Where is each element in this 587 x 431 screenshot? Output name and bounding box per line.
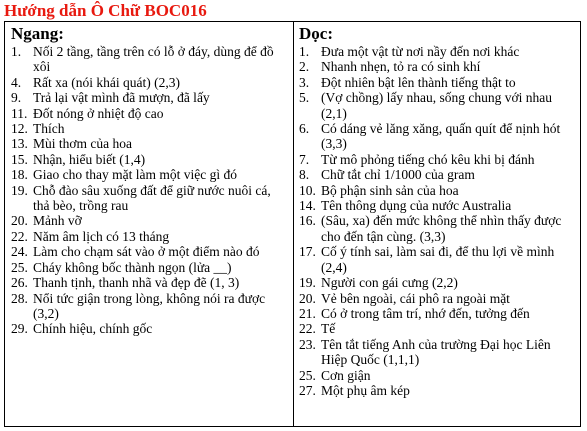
clue-text: Chữ tắt chỉ 1/1000 của gram: [321, 167, 475, 183]
down-clue: [299, 368, 579, 383]
clue-number: 3.: [299, 74, 310, 90]
clue-text: Vẻ bên ngoài, cái phô ra ngoài mặt: [321, 290, 510, 306]
clue-text: Chính hiệu, chính gốc: [33, 321, 153, 337]
clue-text: Giao cho thay mặt làm một việc gì đó: [33, 167, 237, 183]
across-clue: [11, 90, 289, 105]
down-clue: [299, 90, 579, 121]
down-clue: [299, 383, 579, 398]
across-clue: [11, 275, 289, 290]
down-clue: [299, 59, 579, 74]
clue-text: Một phụ âm kép: [321, 382, 410, 398]
down-clue: [299, 121, 579, 152]
down-column: [299, 24, 579, 398]
clue-number: 22.: [299, 321, 316, 337]
clue-text: (Vợ chồng) lấy nhau, sống chung với nhau (2,1): [321, 90, 552, 121]
down-clue: [299, 321, 579, 336]
across-clue: [11, 44, 289, 75]
clue-text: (Sâu, xa) đến mức không thể nhìn thấy được cho đến tận cùng. (3,3): [321, 213, 562, 244]
clue-text: Người con gái cưng (2,2): [321, 275, 458, 291]
clue-number: 14.: [299, 198, 316, 214]
clue-text: Từ mô phỏng tiếng chó kêu khi bị đánh: [321, 151, 535, 167]
clue-text: Cơn giận: [321, 367, 371, 383]
clue-number: 2.: [299, 59, 310, 75]
down-clue: [299, 75, 579, 90]
across-clue: [11, 183, 289, 214]
clue-number: 9.: [11, 90, 22, 106]
clue-text: Tên thông dụng của nước Australia: [321, 198, 512, 214]
clue-text: Trả lại vật mình đã mượn, đã lấy: [33, 90, 210, 106]
clue-text: Tên tắt tiếng Anh của trường Đại học Liên Hiệp Quốc (1,1,1): [321, 336, 551, 368]
clue-number: 17.: [299, 244, 316, 260]
across-clue: [11, 106, 289, 121]
clue-number: 22.: [11, 228, 28, 244]
clue-text: Năm âm lịch có 13 tháng: [33, 228, 170, 244]
down-clue: [299, 183, 579, 198]
clue-number: 16.: [299, 213, 316, 229]
clue-number: 29.: [11, 321, 28, 337]
clue-number: 13.: [11, 136, 28, 152]
clue-number: 26.: [11, 275, 28, 291]
page-title: Hướng dẫn Ô Chữ BOC016: [4, 1, 207, 20]
clue-number: 11.: [11, 105, 28, 121]
clue-text: Có ở trong tâm trí, nhớ đến, tưởng đến: [321, 305, 530, 321]
clue-number: 1.: [11, 44, 22, 59]
clue-text: Nhanh nhẹn, tỏ ra có sinh khí: [321, 59, 481, 75]
across-clue: [11, 213, 289, 228]
clue-text: Rất xa (nói khái quát) (2,3): [33, 74, 180, 90]
clue-text: Mảnh vỡ: [33, 213, 82, 229]
clue-number: 18.: [11, 167, 28, 183]
clue-text: Đốt nóng ở nhiệt độ cao: [33, 105, 164, 121]
down-clue: [299, 306, 579, 321]
down-clue: [299, 44, 579, 59]
down-clue: [299, 244, 579, 275]
across-clue: [11, 121, 289, 136]
clue-text: Nổi tức giận trong lòng, không nói ra được (3,2): [33, 290, 266, 321]
down-heading: Dọc:: [299, 24, 333, 43]
clue-number: 10.: [299, 182, 316, 198]
clue-number: 5.: [299, 90, 310, 106]
down-clue: [299, 291, 579, 306]
across-clue-list: [11, 44, 289, 337]
clue-number: 7.: [299, 151, 310, 167]
clue-number: 24.: [11, 244, 28, 260]
clue-text: Bộ phận sinh sản của hoa: [321, 182, 459, 198]
clue-number: 6.: [299, 121, 310, 137]
clue-text: Đột nhiên bật lên thành tiếng thật to: [321, 74, 516, 90]
across-column: [11, 24, 289, 337]
clue-number: 1.: [299, 44, 310, 59]
clue-text: Tế: [321, 321, 336, 337]
clue-text: Có dáng vẻ lăng xăng, quấn quít để nịnh hót (3,3): [321, 121, 561, 152]
clue-text: Thích: [33, 121, 65, 137]
down-clue: [299, 152, 579, 167]
down-clue: [299, 275, 579, 290]
clue-text: Mùi thơm của hoa: [33, 136, 132, 152]
across-clue: [11, 152, 289, 167]
across-clue: [11, 75, 289, 90]
clue-number: 25.: [11, 259, 28, 275]
clue-text: Nối 2 tầng, tầng trên có lỗ ở đáy, dùng để đồ xôi: [33, 44, 274, 75]
down-clue-list: [299, 44, 579, 398]
clue-text: Chỗ đào sâu xuống đất để giữ nước nuôi cá, thả bèo, trồng rau: [33, 182, 271, 214]
down-clue: [299, 167, 579, 182]
down-clue: [299, 337, 579, 368]
clue-number: 4.: [11, 74, 22, 90]
clue-number: 23.: [299, 336, 316, 352]
clue-text: Nhận, hiểu biết (1,4): [33, 151, 146, 167]
across-heading: Ngang:: [11, 24, 64, 43]
clue-number: 28.: [11, 290, 28, 306]
across-clue: [11, 136, 289, 151]
clue-number: 8.: [299, 167, 310, 183]
across-clue: [11, 229, 289, 244]
clue-number: 25.: [299, 367, 316, 383]
clue-number: 27.: [299, 382, 316, 398]
clue-number: 15.: [11, 151, 28, 167]
across-clue: [11, 167, 289, 182]
clue-text: Làm cho chạm sát vào ở một điểm nào đó: [33, 244, 260, 260]
column-divider: [293, 22, 294, 426]
down-clue: [299, 213, 579, 244]
across-clue: [11, 260, 289, 275]
across-clue: [11, 291, 289, 322]
clue-text: Đưa một vật từ nơi nầy đến nơi khác: [321, 44, 520, 59]
clue-number: 20.: [11, 213, 28, 229]
clue-number: 20.: [299, 290, 316, 306]
clue-text: Cố ý tính sai, làm sai đi, để thu lợi về mình (2,4): [321, 244, 555, 275]
clue-table: [4, 21, 581, 427]
clue-number: 12.: [11, 121, 28, 137]
across-clue: [11, 321, 289, 336]
clue-number: 19.: [11, 182, 28, 198]
clue-number: 21.: [299, 305, 316, 321]
across-clue: [11, 244, 289, 259]
clue-text: Cháy không bốc thành ngọn (lửa __): [33, 259, 232, 275]
clue-text: Thanh tịnh, thanh nhã và đẹp đẽ (1, 3): [33, 275, 240, 291]
down-clue: [299, 198, 579, 213]
clue-number: 19.: [299, 275, 316, 291]
